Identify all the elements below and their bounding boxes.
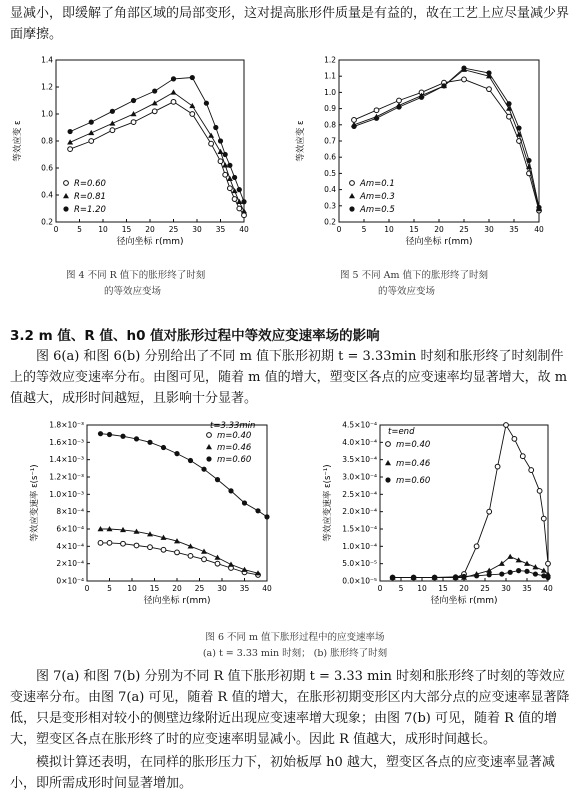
legend-label: R=0.81 (74, 192, 106, 202)
x-tick-label: 5 (107, 584, 112, 593)
data-point (495, 464, 500, 469)
x-tick-label: 20 (172, 584, 182, 593)
y-tick-label: 0.2 (41, 217, 53, 227)
figure-4-caption-line2: 的等效应变场 (104, 286, 162, 297)
x-tick-label: 15 (121, 225, 132, 234)
y-tick-label: 1.0×10⁻³ (49, 489, 84, 499)
y-tick-label: 1.8×10⁻³ (49, 420, 84, 430)
y-tick-label: 1.6×10⁻³ (49, 437, 84, 447)
data-point (499, 571, 504, 576)
section-heading: 3.2 m 值、R 值、h0 值对胀形过程中等效应变速率场的影响 (10, 328, 380, 344)
x-tick-label: 25 (194, 584, 205, 593)
legend-marker (386, 442, 391, 447)
y-tick-label: 4×10⁻⁴ (56, 541, 84, 551)
x-tick-label: 0 (84, 584, 90, 593)
x-tick-label: 15 (149, 584, 160, 593)
figure-4-caption-line1: 图 4 不同 R 值下的胀形终了时刻 (66, 270, 206, 281)
x-tick-label: 10 (98, 225, 108, 234)
x-tick-label: 25 (459, 225, 469, 234)
x-tick-label: 15 (438, 584, 448, 593)
paragraph-fig7: 图 7(a) 和图 7(b) 分别为不同 R 值下胀形初期 t = 3.33 min 时刻和胀形终了时刻的等效应变速率分布。由图 7(a) 可见，随着 R 值的增大，在胀形初期变形区内大部分点的应变速率显著降低，只是变形相对较小的侧壁边缘附近出现应变速率增大现象；由图 7(b) 可见，随着 R 值的增大，塑变区各点在胀形终了时的应变速率明显减小。因此 R 值越大，成形时间越长。 (10, 669, 570, 747)
legend-label: R=1.20 (74, 205, 106, 215)
data-point (507, 554, 513, 559)
x-tick-label: 30 (217, 584, 227, 593)
paragraph-section: 图 6(a) 和图 6(b) 分别给出了不同 m 值下胀形初期 t = 3.33min 时刻和胀形终了时刻制件上的等效应变速率分布。由图可见，随着 m 值的增大，塑变区各点的应变速率均显著增大，故 m 值越大，成形时间越短，且影响十分显著。 (10, 349, 568, 406)
y-tick-label: 3.5×10⁻⁴ (342, 455, 377, 465)
data-point (520, 454, 525, 459)
x-tick-label: 25 (480, 584, 490, 593)
data-point (474, 544, 479, 549)
y-tick-label: 0×10⁻⁴ (56, 576, 84, 586)
x-axis-label: 径向坐标 r(mm) (405, 237, 473, 247)
x-axis-label: 径向坐标 r(mm) (143, 596, 211, 606)
figure-6-caption-line2: (a) t = 3.33 min 时刻； (b) 胀形终了时刻 (202, 648, 388, 659)
x-tick-label: 0 (377, 584, 383, 593)
x-tick-label: 5 (77, 225, 82, 234)
data-point (524, 569, 529, 574)
x-tick-label: 20 (145, 225, 155, 234)
x-tick-label: 10 (417, 584, 427, 593)
y-tick-label: 0.6 (41, 163, 53, 173)
data-point (432, 575, 437, 580)
y-tick-label: 1.4×10⁻³ (49, 455, 84, 465)
legend-label: m=0.40 (217, 431, 252, 441)
y-tick-label: 1.0 (324, 87, 336, 97)
y-tick-label: 4.5×10⁻⁴ (342, 420, 377, 430)
data-point (487, 509, 492, 514)
data-point (487, 572, 492, 577)
y-tick-label: 2.0×10⁻⁴ (342, 507, 377, 517)
legend-label: Am=0.3 (360, 192, 395, 202)
x-tick-label: 20 (434, 225, 444, 234)
x-tick-label: 20 (459, 584, 469, 593)
data-point (486, 568, 492, 573)
x-tick-label: 0 (53, 225, 59, 234)
data-point (411, 575, 416, 580)
y-tick-label: 3.0×10⁻⁴ (342, 472, 377, 482)
data-point (533, 571, 538, 576)
data-point (541, 516, 546, 521)
y-tick-label: 4.0×10⁻⁴ (342, 437, 377, 447)
legend-label: Am=0.5 (360, 205, 395, 215)
x-tick-label: 35 (215, 225, 226, 234)
figure-5-caption-line1: 图 5 不同 Am 值下的胀形终了时刻 (340, 270, 488, 281)
y-axis-label: 等效应变 ε (296, 120, 306, 162)
figure-5-caption-line2: 的等效应变场 (378, 286, 436, 297)
x-tick-label: 10 (127, 584, 137, 593)
x-axis-label: 径向坐标 r(mm) (116, 237, 184, 247)
data-point (390, 575, 395, 580)
y-axis-label: 等效应变 ε (13, 120, 23, 162)
y-tick-label: 8×10⁻⁴ (56, 507, 84, 517)
chart-annotation: t=3.33min (210, 421, 256, 431)
x-tick-label: 30 (501, 584, 511, 593)
legend-label: m=0.60 (396, 476, 431, 486)
x-tick-label: 15 (409, 225, 419, 234)
y-tick-label: 0.8 (41, 136, 53, 146)
x-tick-label: 10 (384, 225, 394, 234)
figure-6-caption-line1: 图 6 不同 m 值下胀形过程中的应变速率场 (205, 632, 385, 643)
data-point (546, 561, 551, 566)
y-tick-label: 1.0×10⁻⁴ (342, 541, 377, 551)
y-tick-label: 0.4 (41, 190, 53, 200)
data-point (504, 423, 509, 428)
legend-marker (385, 477, 390, 482)
y-axis-label: 等效应变速率 ε(s⁻¹) (30, 464, 40, 542)
x-tick-label: 0 (336, 225, 342, 234)
x-tick-label: 40 (543, 584, 553, 593)
y-tick-label: 1.4 (41, 55, 53, 65)
x-tick-label: 30 (192, 225, 202, 234)
legend-label: m=0.46 (217, 443, 252, 453)
y-tick-label: 6×10⁻⁴ (56, 524, 84, 534)
legend-label: m=0.40 (396, 440, 431, 450)
chart-annotation: t=end (388, 427, 415, 437)
paragraph-top: 显减小，即缓解了角部区域的局部变形，这对提高胀形件质量是有益的，故在工艺上应尽量减少界面摩擦。 (10, 6, 570, 42)
legend-marker (385, 460, 391, 465)
y-tick-label: 1.5×10⁻⁴ (342, 524, 377, 534)
y-tick-label: 1.2×10⁻³ (49, 472, 84, 482)
y-axis-label: 等效应变速率 ε(s⁻¹) (323, 464, 333, 542)
y-tick-label: 0.9 (324, 104, 336, 114)
y-tick-label: 2.5×10⁻⁴ (342, 489, 377, 499)
x-tick-label: 5 (361, 225, 367, 234)
legend-label: m=0.46 (396, 459, 431, 469)
y-tick-label: 1.1 (324, 71, 336, 81)
data-point (545, 575, 550, 580)
legend-label: Am=0.1 (360, 179, 395, 189)
legend-label: m=0.60 (217, 455, 252, 465)
y-tick-label: 0.7 (324, 136, 336, 146)
y-tick-label: 0.3 (324, 201, 336, 211)
y-tick-label: 2×10⁻⁴ (56, 559, 84, 569)
data-point (461, 574, 466, 579)
x-axis-label: 径向坐标 r(mm) (430, 596, 498, 606)
x-tick-label: 5 (398, 584, 404, 593)
data-point (516, 568, 521, 573)
y-tick-label: 0.0×10⁻⁵ (342, 576, 377, 586)
y-tick-label: 1.2 (324, 55, 336, 65)
y-tick-label: 0.4 (324, 185, 336, 195)
data-point (508, 570, 513, 575)
x-tick-label: 35 (522, 584, 532, 593)
x-tick-label: 40 (239, 225, 249, 234)
figure-6-caption (170, 630, 420, 662)
y-tick-label: 1.2 (41, 82, 53, 92)
x-tick-label: 35 (509, 225, 519, 234)
y-tick-label: 0.5 (324, 168, 336, 178)
y-tick-label: 0.6 (324, 152, 336, 162)
x-tick-label: 40 (262, 584, 272, 593)
data-point (474, 573, 479, 578)
data-point (453, 574, 458, 579)
legend-label: R=0.60 (74, 179, 106, 189)
x-tick-label: 25 (168, 225, 179, 234)
data-point (529, 468, 534, 473)
x-tick-label: 35 (239, 584, 250, 593)
y-tick-label: 1.0 (41, 109, 53, 119)
y-tick-label: 0.2 (324, 217, 336, 227)
y-tick-label: 5.0×10⁻⁵ (342, 559, 377, 569)
y-tick-label: 0.8 (324, 120, 336, 130)
x-tick-label: 30 (484, 225, 494, 234)
data-point (512, 436, 517, 441)
data-point (537, 488, 542, 493)
paragraph-h0: 模拟计算还表明，在同样的胀形压力下，初始板厚 h0 越大，塑变区各点的应变速率显著减小，即所需成形时间显著增加。 (10, 755, 555, 791)
x-tick-label: 40 (534, 225, 544, 234)
